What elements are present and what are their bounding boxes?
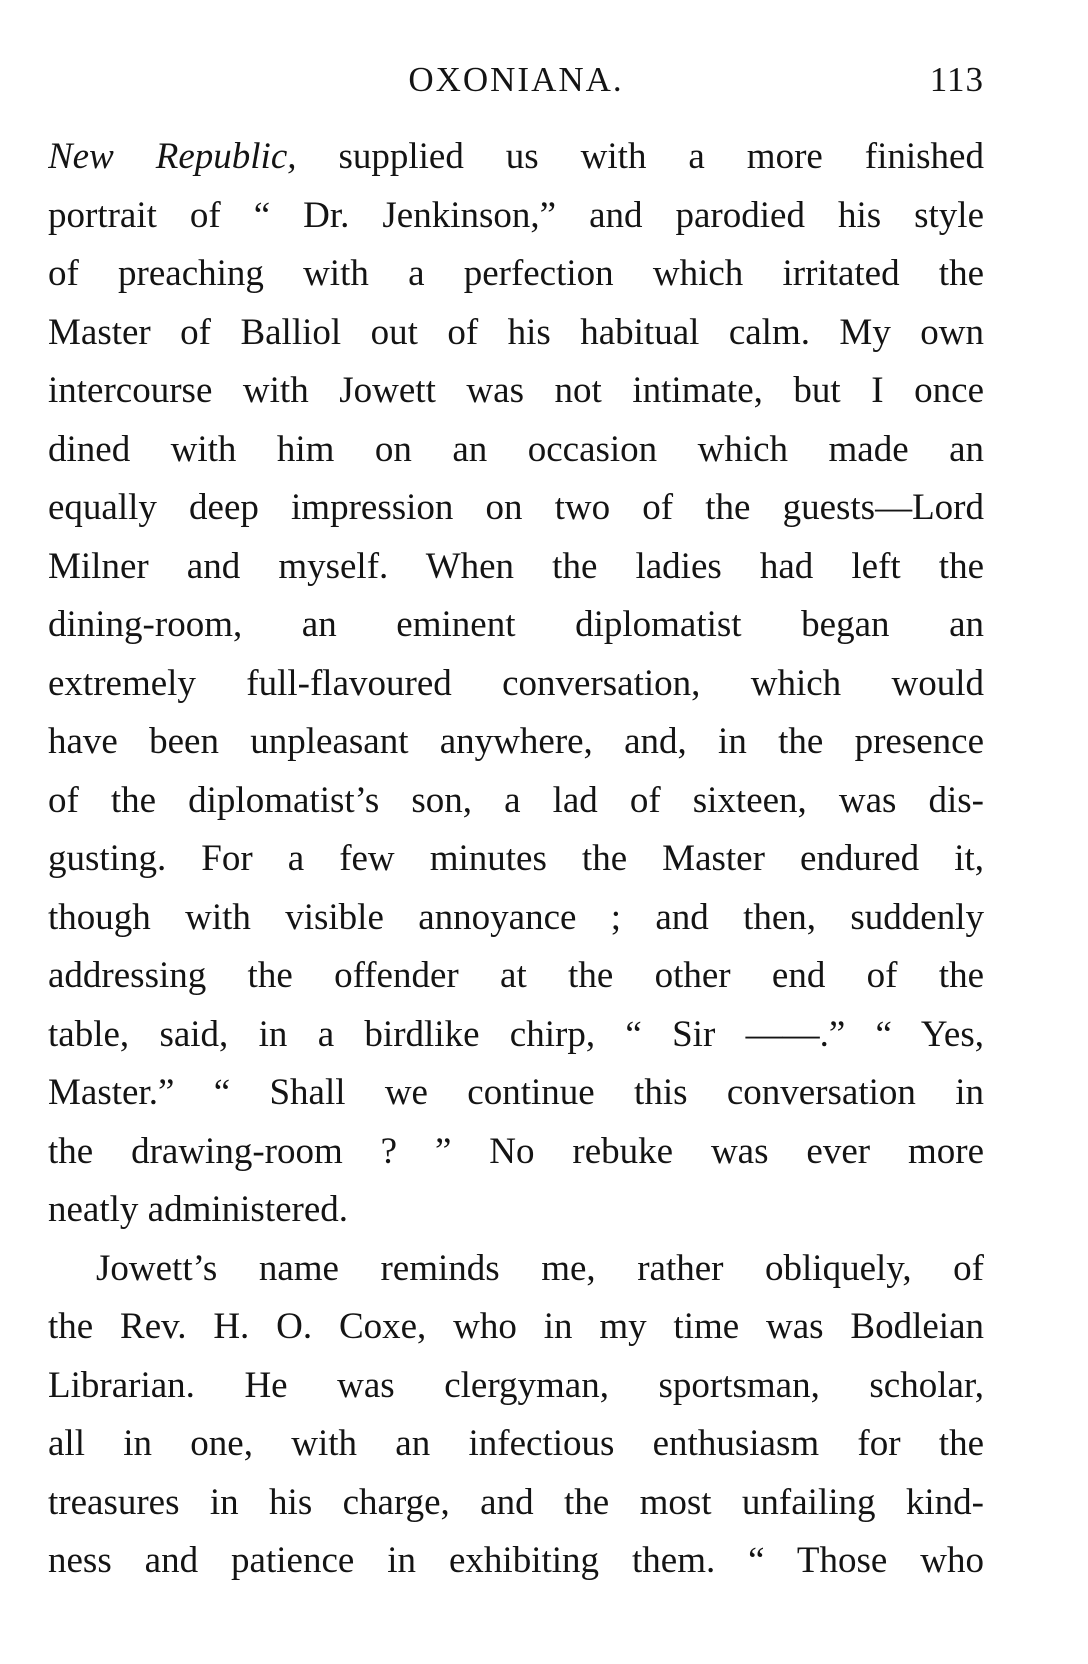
text-line: the Rev. H. O. Coxe, who in my time was Bodleian bbox=[48, 1306, 984, 1347]
page-number: 113 bbox=[929, 60, 984, 99]
text-line-rest: supplied us with a more finished bbox=[296, 136, 984, 177]
text-line: all in one, with an infectious enthusiasm for the bbox=[48, 1423, 984, 1464]
book-title-italic: New Republic, bbox=[48, 136, 297, 177]
text-line: Milner and myself. When the ladies had left the bbox=[48, 545, 984, 587]
text-line: dining-room, an eminent diplomatist began an bbox=[48, 604, 984, 645]
text-line: dined with him on an occasion which made an bbox=[48, 428, 984, 470]
text-line: though with visible annoyance ; and then, suddenly bbox=[48, 896, 984, 938]
text-line bbox=[48, 128, 984, 187]
text-line: table, said, in a birdlike chirp, “ Sir ——.” “ Yes, bbox=[48, 1013, 984, 1055]
text-line: treasures in his charge, and the most unfailing kind- bbox=[48, 1481, 984, 1523]
text-line: gusting. For a few minutes the Master endured it, bbox=[48, 838, 984, 879]
text-line: intercourse with Jowett was not intimate, but I once bbox=[48, 370, 984, 411]
text-line: of the diplomatist’s son, a lad of sixteen, was dis- bbox=[48, 779, 984, 821]
text-line: Librarian. He was clergyman, sportsman, scholar, bbox=[48, 1364, 984, 1406]
paragraph-1 bbox=[48, 128, 984, 1240]
text-line: Jowett’s name reminds me, rather obliquely, of bbox=[96, 1247, 984, 1289]
text-line: the drawing-room ? ” No rebuke was ever more bbox=[48, 1130, 984, 1172]
paragraph-2 bbox=[48, 1240, 984, 1591]
text-line: Master.” “ Shall we continue this conversation in bbox=[48, 1072, 984, 1113]
text-line: Master of Balliol out of his habitual calm. My own bbox=[48, 311, 984, 353]
text-line: ness and patience in exhibiting them. “ Those who bbox=[48, 1540, 984, 1581]
running-title: OXONIANA. bbox=[408, 60, 624, 99]
body-text bbox=[48, 128, 984, 1591]
text-line: extremely full-flavoured conversation, which would bbox=[48, 662, 984, 704]
running-head bbox=[48, 54, 984, 106]
text-line: have been unpleasant anywhere, and, in the presence bbox=[48, 721, 984, 762]
text-line: addressing the offender at the other end of the bbox=[48, 955, 984, 996]
text-line: portrait of “ Dr. Jenkinson,” and parodied his style bbox=[48, 194, 984, 236]
text-line: of preaching with a perfection which irritated the bbox=[48, 253, 984, 294]
text-line: equally deep impression on two of the guests—Lord bbox=[48, 487, 984, 528]
text-line: neatly administered. bbox=[48, 1189, 349, 1230]
